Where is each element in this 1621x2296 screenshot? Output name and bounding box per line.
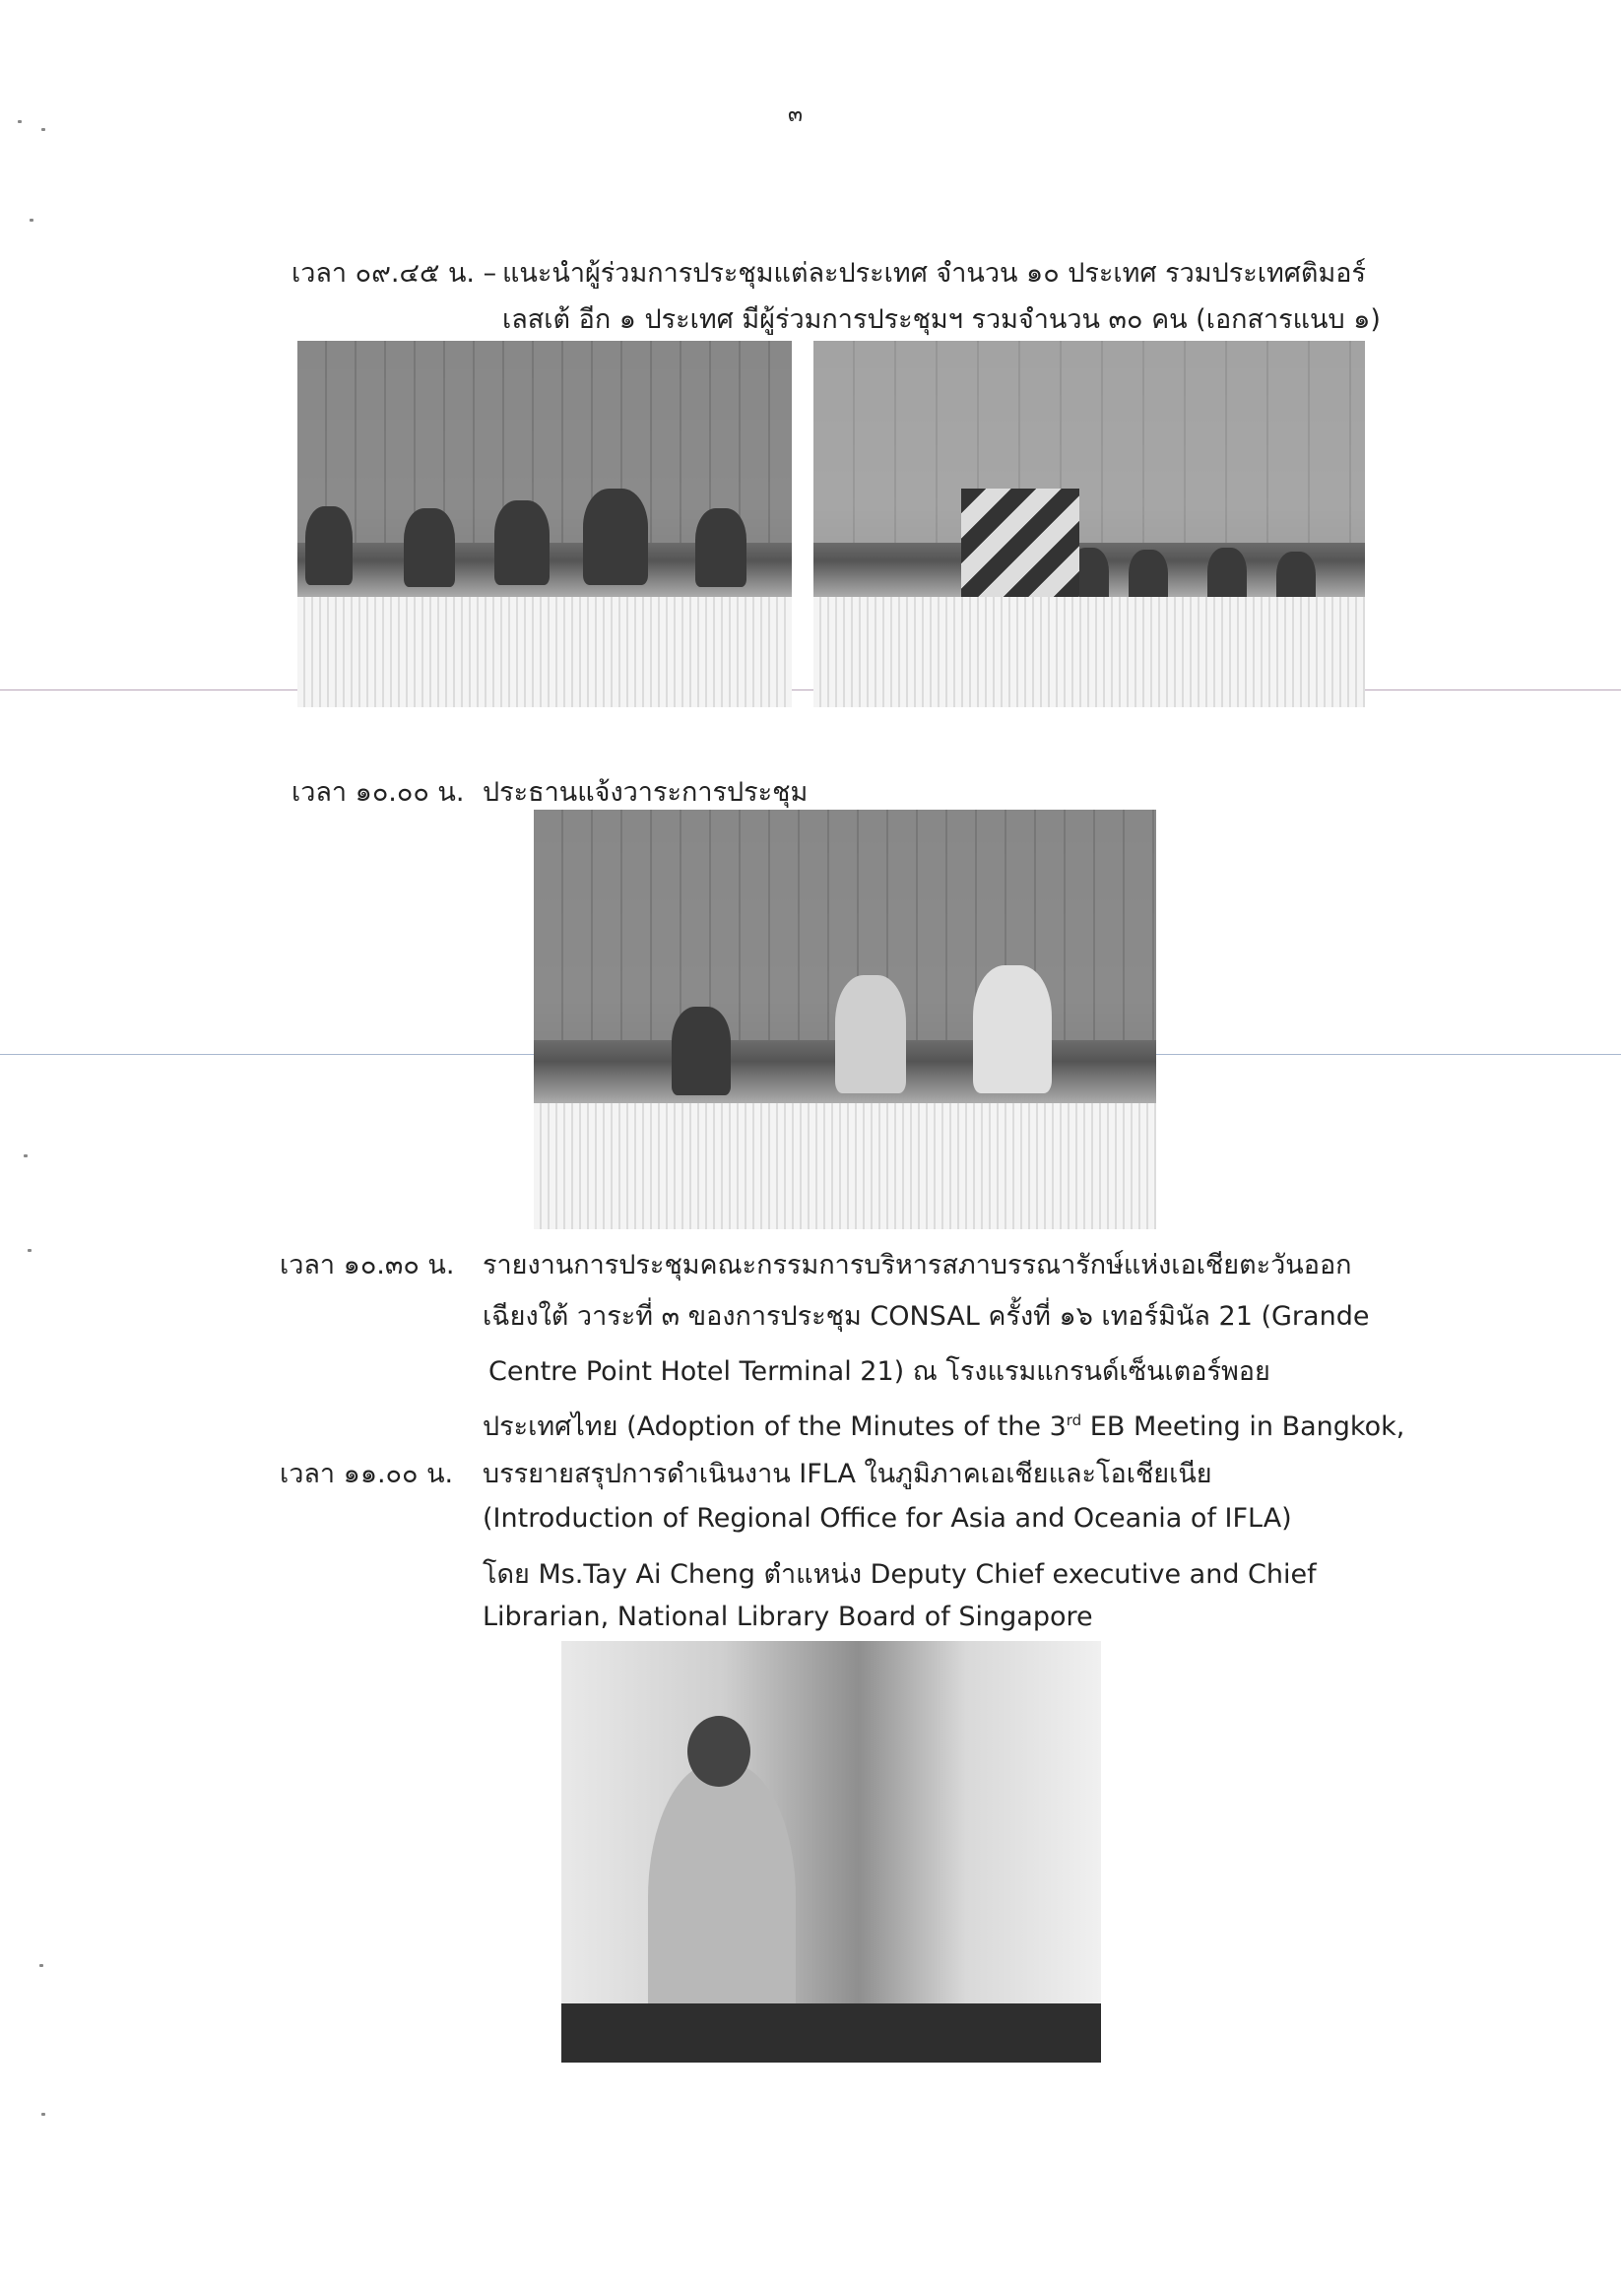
meeting-photo-left (297, 341, 792, 707)
entry-text-part: EB Meeting in Bangkok, (1081, 1411, 1405, 1442)
entry-text: เฉียงใต้ วาระที่ ๓ ของการประชุม CONSAL ครั้งที่ ๑๖ เทอร์มินัล 21 (Grande (483, 1301, 1370, 1332)
scan-speck (41, 128, 45, 131)
scan-line (0, 689, 1621, 690)
photo-floor (561, 2003, 1101, 2063)
photo-person (973, 965, 1052, 1093)
photo-person (305, 506, 353, 585)
ordinal-suffix: rd (1066, 1411, 1082, 1429)
entry-time: เวลา ๐๙.๔๕ น. – (292, 258, 497, 289)
entry-text: โดย Ms.Tay Ai Cheng ตำแหน่ง Deputy Chief executive and Chief (483, 1559, 1317, 1590)
photo-person (672, 1007, 731, 1095)
entry-time: เวลา ๑๐.๐๐ น. (292, 777, 465, 808)
entry-time: เวลา ๑๑.๐๐ น. (280, 1459, 454, 1489)
scan-speck (30, 219, 33, 222)
entry-text-part: ประเทศไทย (Adoption of the Minutes of the 3 (483, 1411, 1067, 1442)
photo-table (297, 597, 792, 707)
scan-speck (41, 2113, 45, 2116)
photo-person (583, 489, 648, 585)
photo-wall (813, 341, 1365, 543)
meeting-photo-right (813, 341, 1365, 707)
speaker-photo (561, 1641, 1101, 2063)
scan-speck (28, 1249, 32, 1252)
photo-person (835, 975, 906, 1093)
entry-text: Librarian, National Library Board of Singapore (483, 1602, 1093, 1632)
entry-text: รายงานการประชุมคณะกรรมการบริหารสภาบรรณารักษ์แห่งเอเชียตะวันออก (483, 1250, 1352, 1280)
entry-text (483, 1405, 1404, 1447)
photo-person (404, 508, 455, 587)
photo-table (813, 597, 1365, 707)
photo-person (494, 500, 550, 585)
scan-speck (39, 1964, 43, 1967)
meeting-photo-chairs (534, 810, 1156, 1229)
entry-text: Centre Point Hotel Terminal 21) ณ โรงแรมแกรนด์เซ็นเตอร์พอย (488, 1356, 1270, 1387)
entry-text: แนะนำผู้ร่วมการประชุมแต่ละประเทศ จำนวน ๑๐ ประเทศ รวมประเทศติมอร์ (502, 258, 1366, 289)
photo-speaker-head (687, 1716, 750, 1787)
photo-person (695, 508, 746, 587)
entry-text: บรรยายสรุปการดำเนินงาน IFLA ในภูมิภาคเอเชียและโอเชียเนีย (483, 1459, 1212, 1489)
entry-text: เลสเต้ อีก ๑ ประเทศ มีผู้ร่วมการประชุมฯ รวมจำนวน ๓๐ คน (เอกสารแนบ ๑) (502, 304, 1381, 335)
entry-text: (Introduction of Regional Office for Asia and Oceania of IFLA) (483, 1503, 1292, 1534)
scan-speck (24, 1154, 28, 1157)
page-number: ๓ (788, 102, 804, 127)
entry-time: เวลา ๑๐.๓๐ น. (280, 1250, 455, 1280)
photo-wall (561, 1641, 1101, 2063)
photo-table (534, 1103, 1156, 1229)
scan-speck (18, 120, 22, 123)
entry-text: ประธานแจ้งวาระการประชุม (483, 777, 809, 808)
